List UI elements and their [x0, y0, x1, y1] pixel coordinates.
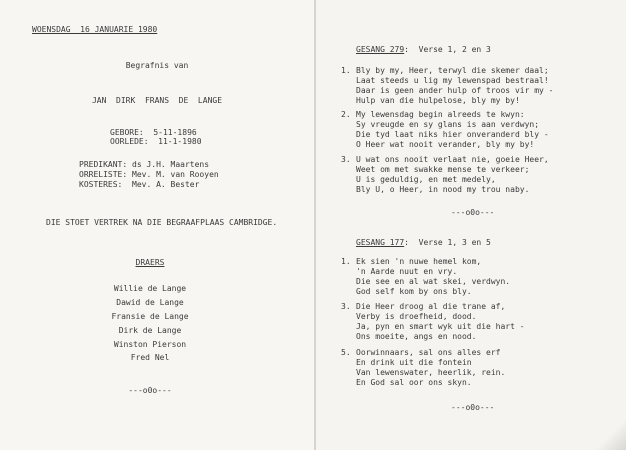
official-role: ORRELISTE:	[79, 170, 128, 179]
verse-line: Bly by my, Heer, terwyl die skemer daal;	[356, 66, 549, 75]
verse-line: Daar is geen ander hulp of troos vir my -	[356, 86, 554, 95]
separator: ---o0o---	[451, 208, 495, 217]
verse-line: O Heer wat nooit verander, bly my by!	[356, 140, 535, 149]
hymn-heading	[356, 238, 491, 248]
verse-text	[356, 66, 553, 106]
hymn-heading	[356, 45, 491, 55]
verse-line: Van lewenswater, heerlik, rein.	[356, 368, 506, 377]
pallbearer-name: Fred Nel	[130, 353, 170, 362]
page-curl-shadow	[596, 410, 626, 450]
departure-notice: DIE STOET VERTREK NA DIE BEGRAAFPLAAS CAMBRIDGE.	[46, 218, 278, 227]
verse-line: Die Heer droog al die trane af,	[356, 302, 506, 311]
verse-number: 3.	[341, 155, 351, 164]
verse-line: Die tyd laat niks hier onveranderd bly -	[356, 130, 549, 139]
verse-number: 5.	[341, 348, 351, 357]
verse-line: En drink uit die fontein	[356, 358, 472, 367]
verse-line: Ek sien 'n nuwe hemel kom,	[356, 257, 482, 266]
official-name: Mev. A. Bester	[132, 180, 200, 189]
pallbearers-title: DRAERS	[135, 258, 165, 267]
verse-line: U wat ons nooit verlaat nie, goeie Heer,	[356, 155, 549, 164]
verse-line: My lewensdag begin alreeds te kwyn:	[356, 110, 525, 119]
hymn-verses: : Verse 1, 3 en 5	[404, 238, 491, 247]
verse-text	[356, 257, 510, 297]
hymn-title: GESANG 177	[356, 238, 405, 247]
service-date: WOENSDAG 16 JANUARIE 1980	[32, 25, 158, 34]
official-role: KOSTERES:	[79, 180, 123, 189]
verse-line: Die see en al wat skei, verdwyn.	[356, 277, 511, 286]
verse-text	[356, 302, 525, 342]
official-name: ds J.H. Maartens	[132, 160, 210, 169]
pallbearer-name: Willie de Lange	[113, 284, 187, 293]
verse-line: God self kom by ons bly.	[356, 287, 472, 296]
right-page	[316, 0, 626, 450]
verse-line: Ons moeite, angs en nood.	[356, 332, 477, 341]
separator: ---o0o---	[451, 403, 495, 412]
verse-line: 'n Aarde nuut en vry.	[356, 267, 458, 276]
verse-number: 1.	[341, 66, 351, 75]
pallbearer-name: Fransie de Lange	[111, 312, 189, 321]
verse-line: Ja, pyn en smart wyk uit die hart -	[356, 322, 525, 331]
hymn-verses: : Verse 1, 2 en 3	[404, 45, 491, 54]
verse-line: Verby is droefheid, dood.	[356, 312, 477, 321]
pallbearer-name: Dirk de Lange	[118, 326, 182, 335]
deceased-name: JAN DIRK FRANS DE LANGE	[91, 96, 223, 105]
verse-text	[356, 155, 549, 195]
official-name: Mev. M. van Rooyen	[132, 170, 219, 179]
funeral-heading: Begrafnis van	[125, 61, 189, 70]
verse-line: Laat steeds u lig my lewenspad bestraal!	[356, 76, 549, 85]
verse-line: En God sal oor ons skyn.	[356, 378, 472, 387]
birth-date: GEBORE: 5-11-1896	[110, 128, 197, 137]
verse-line: Weet om met swakke mense te verkeer;	[356, 165, 530, 174]
hymn-title: GESANG 279	[356, 45, 405, 54]
verse-line: Oorwinnaars, sal ons alles erf	[356, 348, 501, 357]
separator: ---o0o---	[128, 386, 172, 395]
verse-line: Hulp van die hulpelose, bly my by!	[356, 96, 520, 105]
verse-line: Bly U, o Heer, in nood my trou naby.	[356, 185, 530, 194]
verse-text	[356, 348, 505, 388]
verse-text	[356, 110, 549, 150]
death-date: OORLEDE: 11-1-1980	[110, 137, 202, 146]
verse-number: 3.	[341, 302, 351, 311]
pallbearer-name: Dawid de Lange	[116, 298, 184, 307]
verse-number: 2.	[341, 110, 351, 119]
verse-line: U is geduldig, en met medely,	[356, 175, 496, 184]
official-role: PREDIKANT:	[79, 160, 128, 169]
verse-number: 1.	[341, 257, 351, 266]
verse-line: Sy vreugde en sy glans is aan verdwyn;	[356, 120, 540, 129]
pallbearer-name: Winston Pierson	[113, 340, 187, 349]
